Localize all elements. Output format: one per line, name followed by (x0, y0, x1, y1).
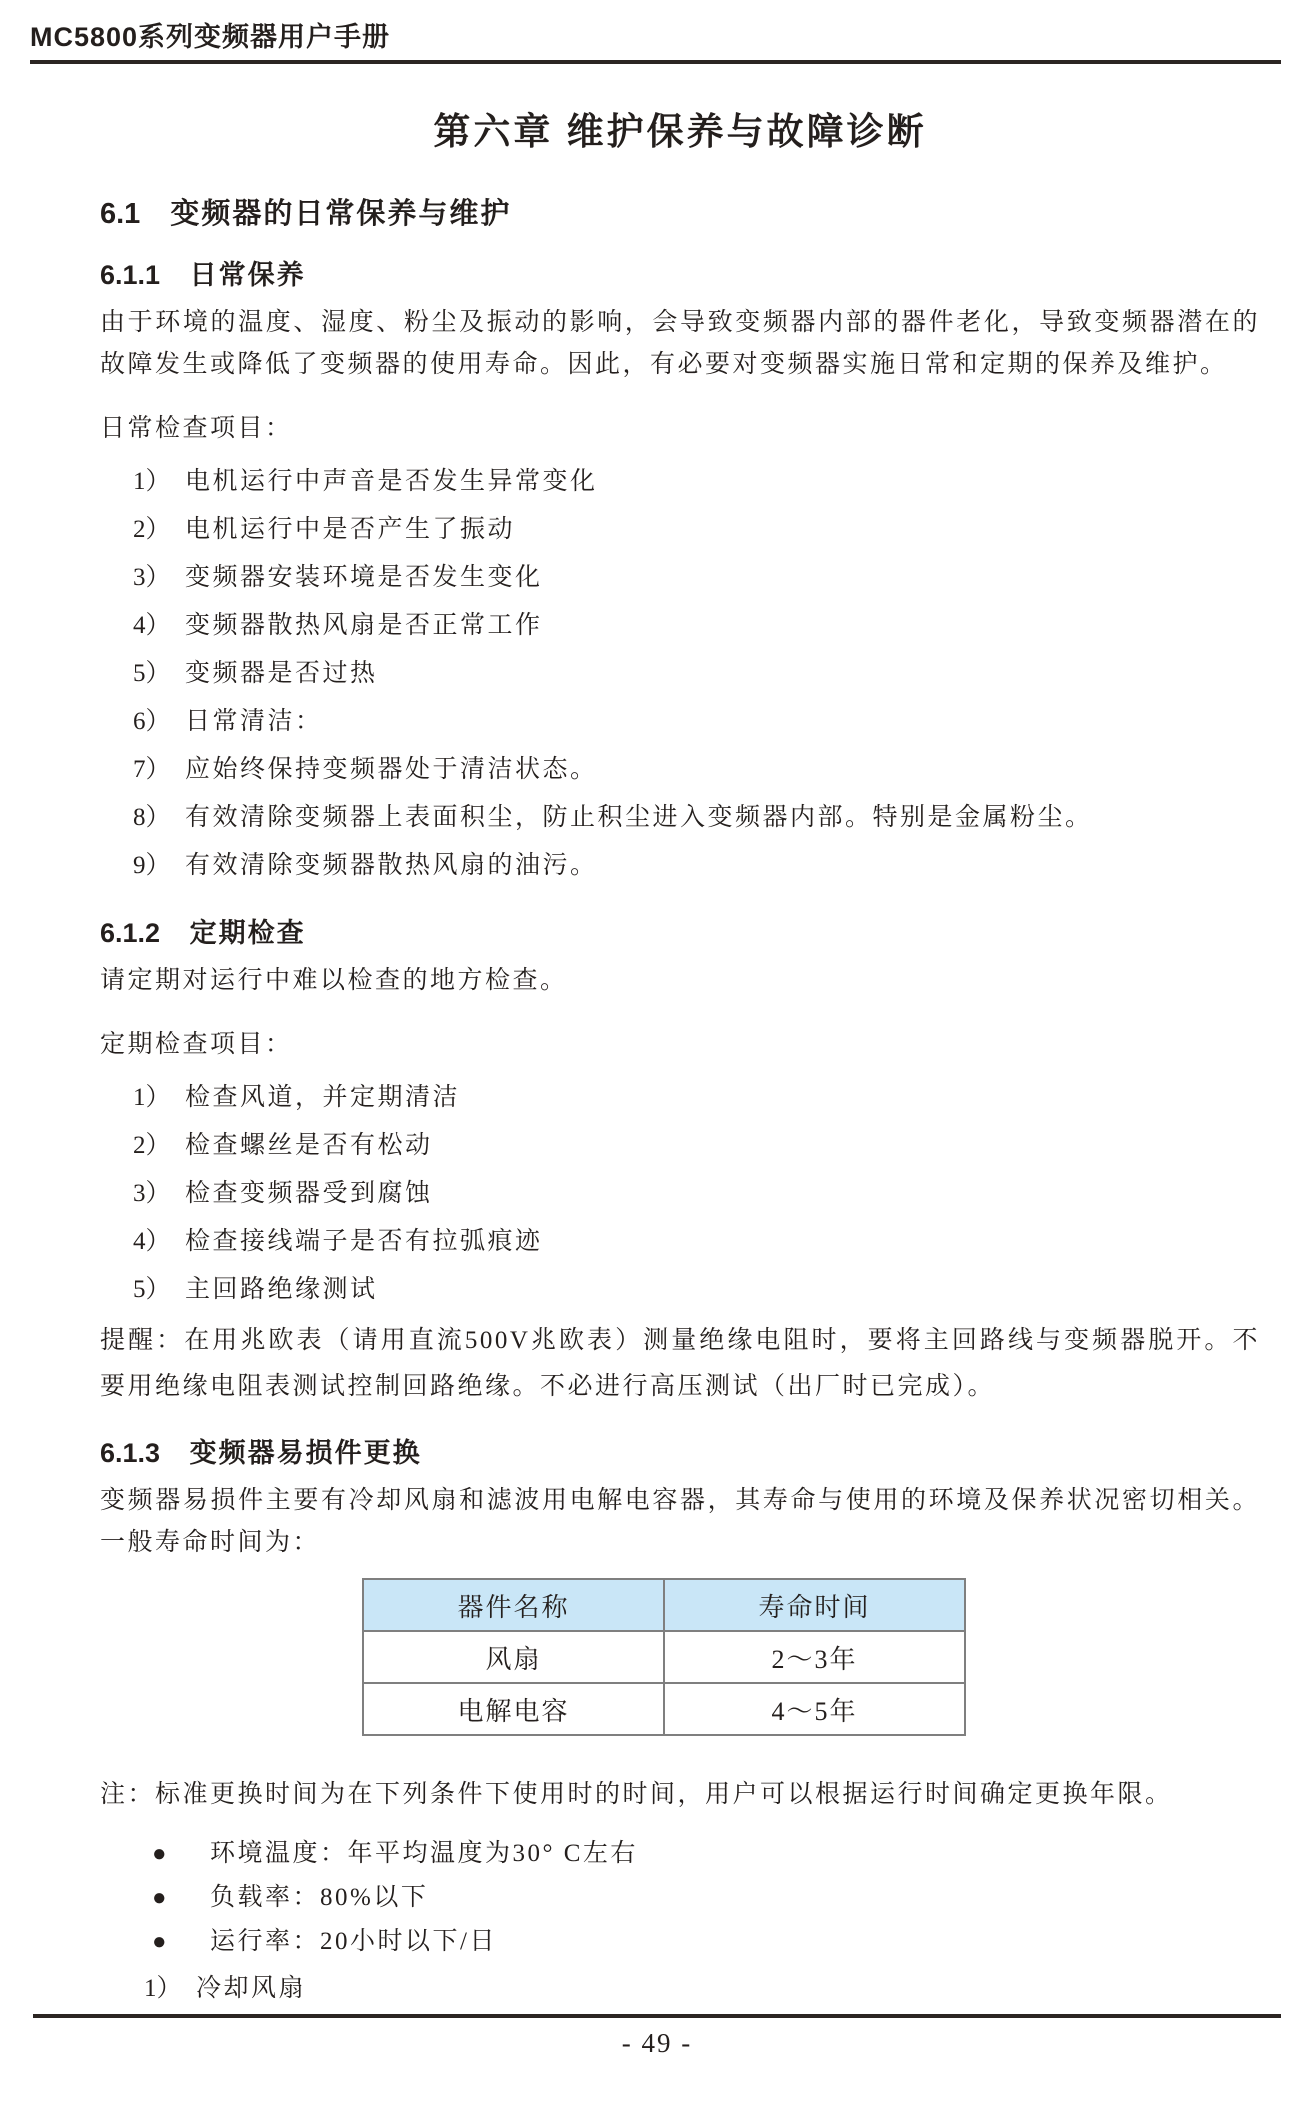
list-item (100, 1218, 1260, 1266)
bullet-item (100, 1832, 1260, 1876)
periodic-check-intro: 请定期对运行中难以检查的地方检查。 (100, 967, 568, 994)
bullet-item (100, 1876, 1260, 1920)
lifetime-table (362, 1578, 966, 1736)
section-6-1-title: 变频器的日常保养与维护 (170, 198, 512, 230)
list-item-number: 1） (133, 468, 171, 495)
list-item (100, 1170, 1260, 1218)
list-item-text: 电机运行中是否产生了振动 (185, 516, 516, 543)
list-item-text: 有效清除变频器散热风扇的油污。 (185, 852, 598, 879)
list-item (100, 1266, 1260, 1314)
list-item (100, 698, 1260, 746)
megger-reminder-note: 提醒：在用兆欧表（请用直流500V兆欧表）测量绝缘电阻时，要将主回路线与变频器脱开。不要用绝缘电阻表测试控制回路绝缘。不必进行高压测试（出厂时已完成）。 (100, 1327, 1260, 1400)
section-6-1-1-heading (100, 258, 1260, 292)
list-item-number: 2） (133, 516, 171, 543)
list-item (100, 842, 1260, 890)
bullet-text: 负载率：80%以下 (210, 1884, 429, 1911)
table-cell-lifetime: 4～5年 (664, 1683, 965, 1735)
wear-parts-intro: 变频器易损件主要有冷却风扇和滤波用电解电容器，其寿命与使用的环境及保养状况密切相关。一般寿命时间为： (100, 1487, 1260, 1556)
page-content (0, 108, 1308, 2012)
chapter-title: 第六章 维护保养与故障诊断 (433, 111, 927, 152)
condition-bullet-list (100, 1832, 1260, 1964)
lifetime-table-wrap (362, 1578, 966, 1736)
table-cell-part: 风扇 (363, 1631, 664, 1683)
list-item (100, 650, 1260, 698)
header-title: MC5800系列变频器用户手册 (30, 22, 391, 52)
bullet-icon: ● (152, 1885, 167, 1911)
header-rule (30, 60, 1281, 64)
section-6-1-3-heading (100, 1436, 1260, 1470)
table-header-row (363, 1579, 965, 1631)
section-6-1-2-heading (100, 916, 1260, 950)
cooling-fan-subitem (100, 1966, 1260, 2012)
bullet-text: 运行率：20小时以下/日 (210, 1928, 497, 1955)
list-item-number: 4） (133, 612, 171, 639)
list-item-number: 2） (133, 1132, 171, 1159)
list-item-text: 检查风道，并定期清洁 (185, 1084, 461, 1111)
table-cell-part: 电解电容 (363, 1683, 664, 1735)
replacement-time-note: 注：标准更换时间为在下列条件下使用时的时间，用户可以根据运行时间确定更换年限。 (100, 1781, 1173, 1808)
list-item (100, 506, 1260, 554)
list-item-number: 5） (133, 660, 171, 687)
daily-check-label: 日常检查项目： (100, 415, 293, 442)
section-6-1-heading (100, 196, 1260, 232)
list-item-number: 3） (133, 1180, 171, 1207)
list-item-number: 3） (133, 564, 171, 591)
table-header-lifetime: 寿命时间 (664, 1579, 965, 1631)
daily-check-list (100, 458, 1260, 890)
list-item (100, 1074, 1260, 1122)
list-item-number: 5） (133, 1276, 171, 1303)
section-6-1-3-title: 变频器易损件更换 (189, 1438, 422, 1468)
list-item-text: 有效清除变频器上表面积尘，防止积尘进入变频器内部。特别是金属粉尘。 (185, 804, 1093, 831)
list-item-number: 1） (133, 1084, 171, 1111)
periodic-check-label: 定期检查项目： (100, 1031, 293, 1058)
list-item-text: 变频器散热风扇是否正常工作 (185, 612, 543, 639)
bullet-icon: ● (152, 1841, 167, 1867)
list-item-text: 主回路绝缘测试 (185, 1276, 378, 1303)
list-item-number: 6） (133, 708, 171, 735)
table-row (363, 1683, 965, 1735)
list-item-number: 7） (133, 756, 171, 783)
list-item-text: 电机运行中声音是否发生异常变化 (185, 468, 598, 495)
page-footer (33, 2014, 1281, 2059)
section-6-1-2-title: 定期检查 (189, 918, 306, 948)
section-6-1-1-number: 6.1.1 (100, 260, 161, 290)
list-item (100, 1122, 1260, 1170)
list-item-text: 检查变频器受到腐蚀 (185, 1180, 433, 1207)
list-item-number: 4） (133, 1228, 171, 1255)
list-item-text: 日常清洁： (185, 708, 323, 735)
section-6-1-3-number: 6.1.3 (100, 1438, 161, 1468)
list-item-text: 应始终保持变频器处于清洁状态。 (185, 756, 598, 783)
list-item-number: 1） (144, 1975, 182, 2002)
section-6-1-number: 6.1 (100, 198, 141, 230)
list-item (100, 602, 1260, 650)
list-item-text: 变频器是否过热 (185, 660, 378, 687)
list-item-text: 变频器安装环境是否发生变化 (185, 564, 543, 591)
list-item (100, 794, 1260, 842)
footer-rule (33, 2014, 1281, 2018)
list-item-number: 8） (133, 804, 171, 831)
page-header (0, 0, 1308, 64)
list-item-text: 检查接线端子是否有拉弧痕迹 (185, 1228, 543, 1255)
periodic-check-list (100, 1074, 1260, 1314)
list-item-text: 冷却风扇 (196, 1975, 307, 2002)
bullet-item (100, 1920, 1260, 1964)
list-item (100, 458, 1260, 506)
daily-care-intro: 由于环境的温度、湿度、粉尘及振动的影响，会导致变频器内部的器件老化，导致变频器潜在的故障发生或降低了变频器的使用寿命。因此，有必要对变频器实施日常和定期的保养及维护。 (100, 309, 1260, 378)
page-number: - 49 - (621, 2028, 693, 2058)
section-6-1-2-number: 6.1.2 (100, 918, 161, 948)
section-6-1-1-title: 日常保养 (189, 260, 306, 290)
table-cell-lifetime: 2～3年 (664, 1631, 965, 1683)
list-item-number: 9） (133, 852, 171, 879)
list-item-text: 检查螺丝是否有松动 (185, 1132, 433, 1159)
table-header-part-name: 器件名称 (363, 1579, 664, 1631)
list-item (100, 746, 1260, 794)
bullet-text: 环境温度：年平均温度为30° C左右 (210, 1840, 638, 1867)
bullet-icon: ● (152, 1929, 167, 1955)
table-row (363, 1631, 965, 1683)
list-item (100, 554, 1260, 602)
